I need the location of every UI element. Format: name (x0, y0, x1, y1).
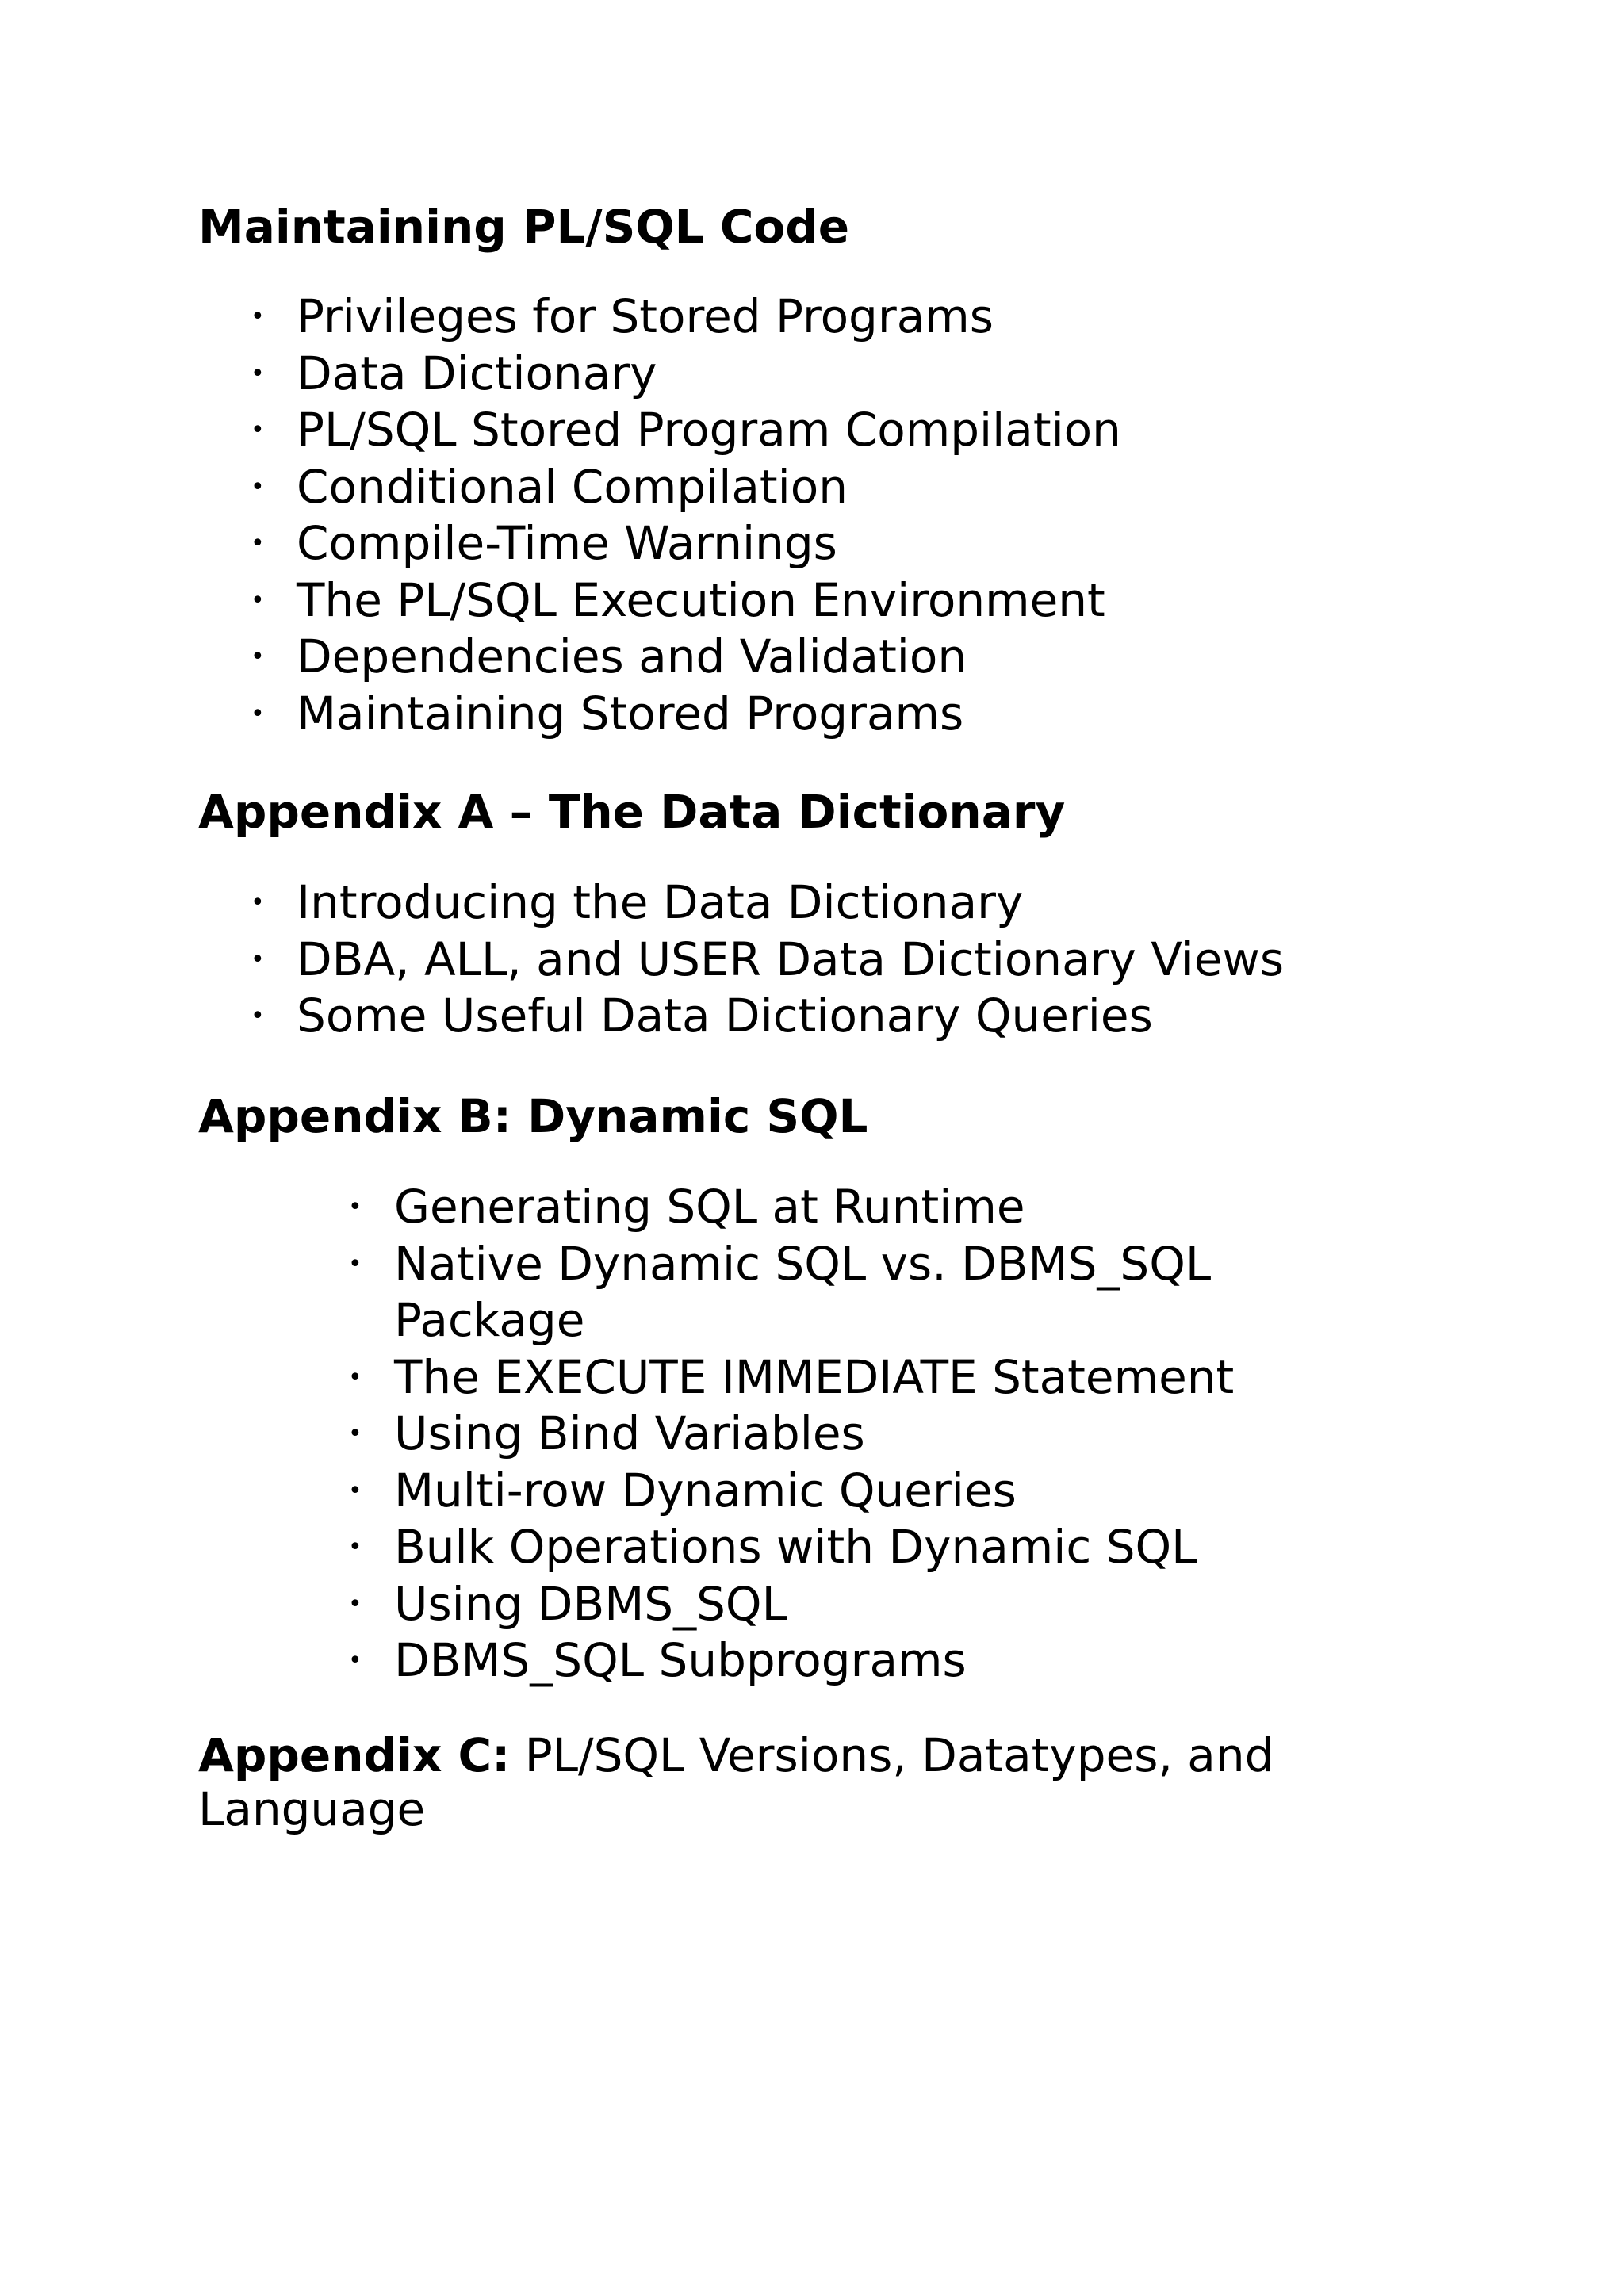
list-item: • DBA, ALL, and USER Data Dictionary Views (297, 932, 1284, 989)
bullet-icon: • (348, 1193, 362, 1221)
list-item: • Bulk Operations with Dynamic SQL (394, 1519, 1298, 1576)
bullet-icon: • (251, 359, 265, 388)
bullet-icon: • (251, 945, 265, 974)
list-item: • Privileges for Stored Programs (297, 289, 1121, 346)
list-appendix-b (348, 1179, 1298, 1689)
bullet-icon: • (251, 699, 265, 728)
bullet-icon: • (348, 1249, 362, 1278)
bullet-icon: • (348, 1647, 362, 1674)
bullet-icon: • (251, 1002, 265, 1030)
bullet-icon: • (251, 303, 265, 331)
list-maintaining (251, 289, 1121, 742)
appendix-c-title: PL/SQL Versions, Datatypes, and Language (198, 1728, 1274, 1836)
list-item: • Generating SQL at Runtime (394, 1179, 1298, 1236)
list-item: • Maintaining Stored Programs (297, 686, 1121, 743)
bullet-icon: • (251, 416, 265, 444)
bullet-icon: • (251, 643, 265, 671)
list-item: • Using Bind Variables (394, 1406, 1298, 1463)
list-item: • Using DBMS_SQL (394, 1576, 1298, 1633)
bullet-icon: • (348, 1590, 362, 1618)
list-item: • Native Dynamic SQL vs. DBMS_SQL Package (348, 1236, 1212, 1347)
list-item: • DBMS_SQL Subprograms (394, 1632, 1298, 1689)
list-item: • Compile-Time Warnings (297, 515, 1121, 572)
bullet-icon: • (348, 1476, 362, 1505)
list-appendix-a (251, 874, 1285, 1045)
section-heading-appendix-c (198, 1728, 1388, 1836)
appendix-c-label: Appendix C: (198, 1728, 511, 1782)
section-heading-maintaining: Maintaining PL/SQL Code (198, 200, 850, 254)
section-heading-appendix-a: Appendix A – The Data Dictionary (198, 785, 1066, 839)
list-item: • Introducing the Data Dictionary (297, 874, 1284, 932)
bullet-icon: • (251, 889, 265, 916)
bullet-icon: • (251, 473, 265, 501)
list-item: • The EXECUTE IMMEDIATE Statement (394, 1349, 1298, 1406)
list-item: • Data Dictionary (297, 346, 1121, 403)
bullet-icon: • (348, 1363, 362, 1391)
list-item: • PL/SQL Stored Program Compilation (297, 402, 1121, 459)
bullet-icon: • (348, 1420, 362, 1448)
bullet-icon: • (251, 530, 265, 557)
list-item: • The PL/SQL Execution Environment (297, 572, 1121, 629)
list-item: • Multi-row Dynamic Queries (394, 1463, 1298, 1520)
list-item: • Some Useful Data Dictionary Queries (297, 988, 1284, 1045)
list-item: • Conditional Compilation (297, 459, 1121, 516)
bullet-icon: • (348, 1533, 362, 1561)
section-heading-appendix-b: Appendix B: Dynamic SQL (198, 1089, 868, 1143)
bullet-icon: • (251, 586, 265, 614)
list-item: • Dependencies and Validation (297, 629, 1121, 686)
